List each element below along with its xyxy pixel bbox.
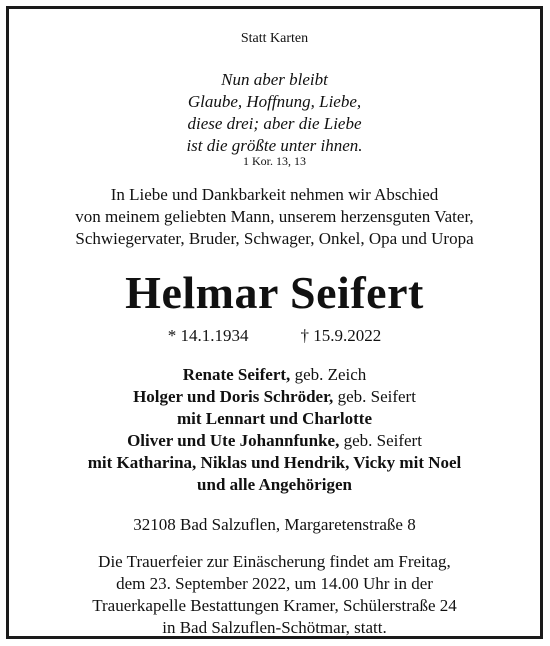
obituary-notice	[6, 6, 543, 639]
mourner-note: geb. Zeich	[290, 365, 367, 384]
home-address: 32108 Bad Salzuflen, Margaretenstraße 8	[133, 515, 416, 534]
verse-reference: 1 Kor. 13, 13	[243, 154, 306, 168]
birth-date: * 14.1.1934	[167, 326, 249, 345]
verse-line: ist die größte unter ihnen.	[186, 136, 363, 155]
death-date: † 15.9.2022	[300, 326, 382, 345]
mourner-line	[9, 408, 540, 430]
mourner-note: geb. Seifert	[339, 431, 422, 450]
mourner-name: Renate Seifert,	[182, 365, 291, 384]
notice-header: Statt Karten	[240, 31, 309, 46]
deceased-name: Helmar Seifert	[125, 267, 424, 318]
mourner-line	[9, 386, 540, 408]
intro-line: Schwiegervater, Bruder, Schwager, Onkel, Opa und Uropa	[75, 229, 474, 248]
service-line: dem 23. September 2022, um 14.00 Uhr in der	[116, 574, 433, 593]
verse-line: Nun aber bleibt	[221, 70, 328, 89]
service-line: Die Trauerfeier zur Einäscherung findet am Freitag,	[98, 552, 451, 571]
verse-line: Glaube, Hoffnung, Liebe,	[187, 92, 362, 111]
mourner-line	[9, 430, 540, 452]
mourner-name: mit Katharina, Niklas und Hendrik, Vicky mit Noel	[87, 453, 462, 472]
intro-line: In Liebe und Dankbarkeit nehmen wir Abschied	[110, 185, 439, 204]
verse-line: diese drei; aber die Liebe	[187, 114, 362, 133]
mourner-name: Oliver und Ute Johannfunke,	[127, 431, 340, 450]
mourner-name: Holger und Doris Schröder,	[133, 387, 334, 406]
mourner-note: geb. Seifert	[333, 387, 416, 406]
mourner-line	[9, 364, 540, 386]
mourner-line	[9, 452, 540, 474]
intro-line: von meinem geliebten Mann, unserem herzensguten Vater,	[75, 207, 474, 226]
life-dates	[9, 326, 540, 346]
mourner-name: mit Lennart und Charlotte	[176, 409, 373, 428]
mourner-line	[9, 474, 540, 496]
mourner-name: und alle Angehörigen	[197, 475, 352, 494]
service-line: in Bad Salzuflen-Schötmar, statt.	[162, 618, 387, 637]
service-line: Trauerkapelle Bestattungen Kramer, Schülerstraße 24	[92, 596, 457, 615]
